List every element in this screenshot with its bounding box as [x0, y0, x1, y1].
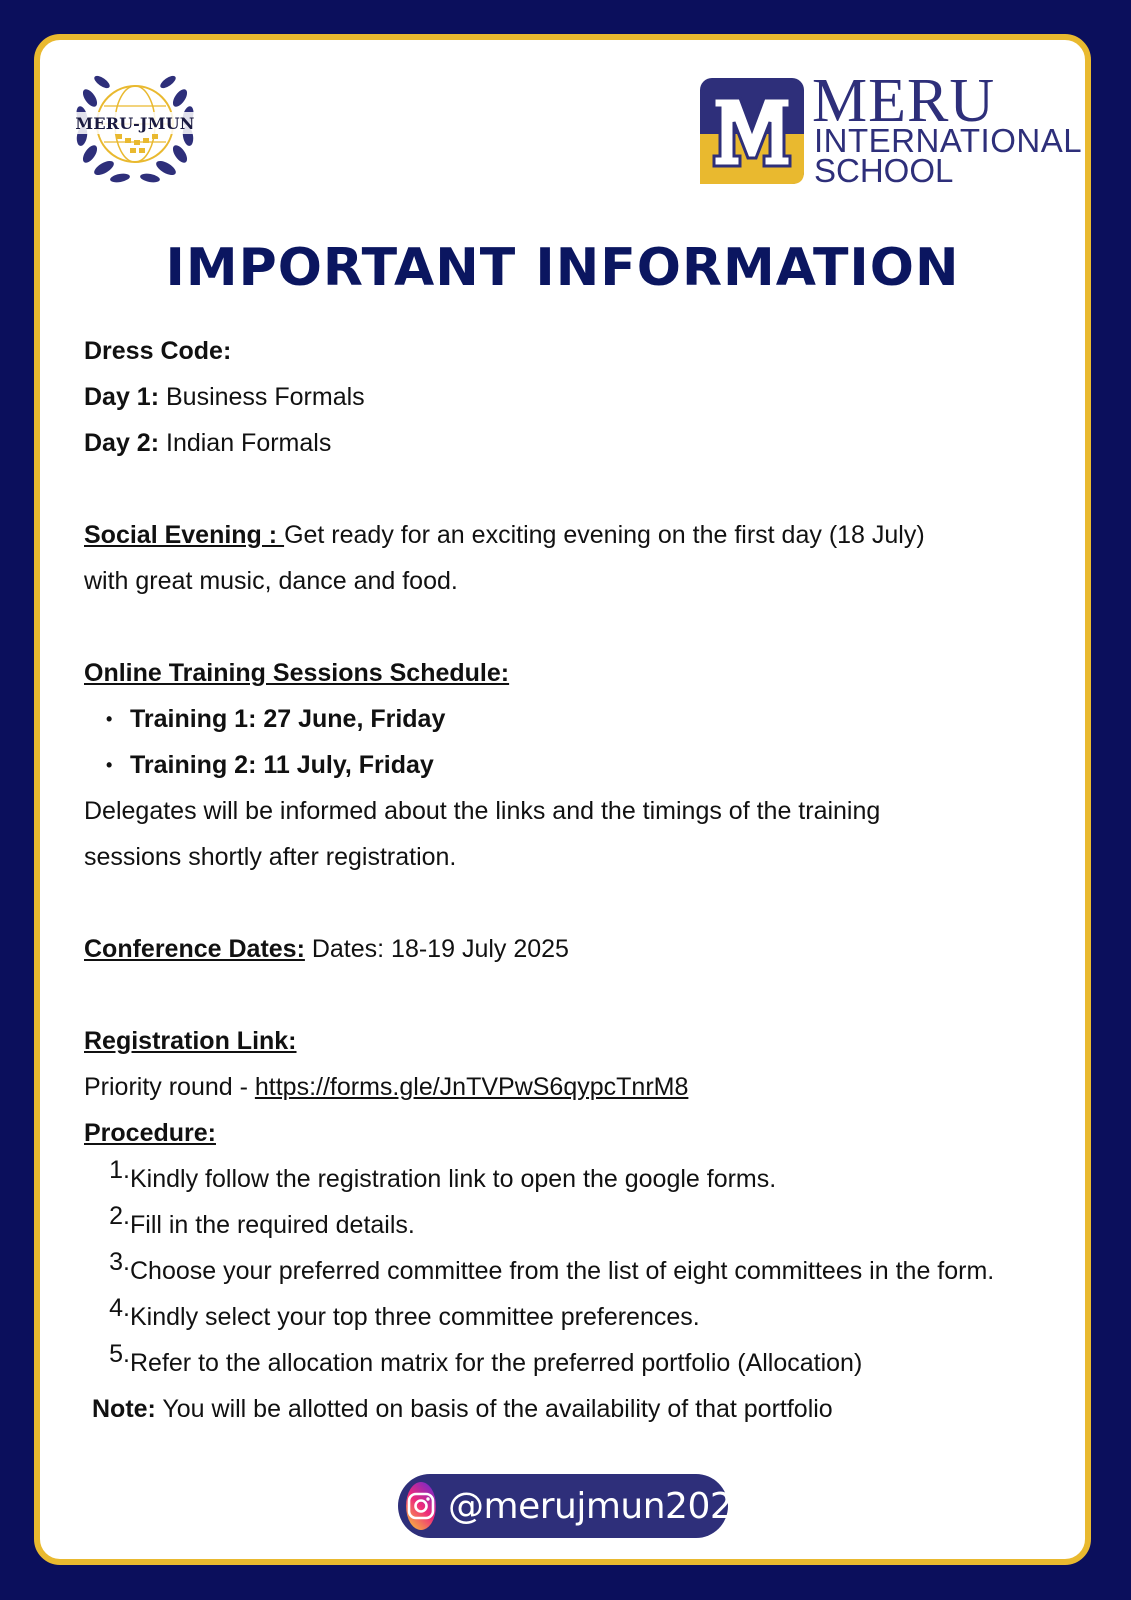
day1-label: Day 1: [84, 383, 160, 411]
instagram-handle-badge[interactable] [398, 1474, 755, 1538]
priority-label: Priority round - [84, 1073, 255, 1101]
social-evening-text1: Get ready for an exciting evening on the first day (18 July) [284, 521, 925, 549]
logo-meru-text: MERU [812, 67, 996, 135]
meru-jmun-emblem [64, 68, 206, 190]
training-item [84, 696, 1044, 742]
m-shield-icon [700, 78, 804, 184]
step-text: Kindly follow the registration link to open the google forms. [130, 1165, 777, 1193]
logo-international-text: INTERNATIONAL [814, 122, 1083, 159]
day1-value: Business Formals [159, 383, 365, 411]
meru-international-school-logo [700, 67, 1083, 189]
note-text: You will be allotted on basis of the availability of that portfolio [155, 1395, 833, 1423]
step-number: 5. [109, 1340, 130, 1368]
info-content [84, 328, 1044, 1432]
training-item-text: Training 1: 27 June, Friday [130, 705, 446, 733]
conference-heading: Conference Dates: [84, 935, 305, 963]
training-item-text: Training 2: 11 July, Friday [130, 751, 434, 779]
step-text: Fill in the required details. [130, 1211, 415, 1239]
procedure-step [84, 1248, 1044, 1294]
training-item [84, 742, 1044, 788]
step-text: Kindly select your top three committee preferences. [130, 1303, 700, 1331]
conference-dates [84, 926, 1044, 972]
page-title: IMPORTANT INFORMATION [165, 238, 960, 298]
training-heading: Online Training Sessions Schedule: [84, 659, 510, 687]
step-text: Choose your preferred committee from the list of eight committees in the form. [130, 1257, 995, 1285]
instagram-handle-text: @merujmun2025 [448, 1485, 755, 1527]
info-card [34, 34, 1091, 1565]
conference-value: Dates: 18-19 July 2025 [304, 935, 569, 963]
day2-label: Day 2: [84, 429, 160, 457]
allocation-note [84, 1386, 1044, 1432]
registration-heading: Registration Link: [84, 1027, 297, 1055]
training-note-line1: Delegates will be informed about the links and the timings of the training [84, 797, 881, 825]
procedure-heading: Procedure: [84, 1119, 216, 1147]
step-number: 4. [109, 1294, 130, 1322]
step-number: 2. [109, 1202, 130, 1230]
note-label: Note: [92, 1395, 156, 1423]
logo-school-text: SCHOOL [814, 152, 954, 189]
procedure-step [84, 1202, 1044, 1248]
day2-value: Indian Formals [159, 429, 332, 457]
dress-code-heading: Dress Code: [84, 337, 232, 365]
bullet-icon: • [106, 709, 113, 729]
dress-day1 [84, 374, 1044, 420]
emblem-label: MERU-JMUN [75, 114, 195, 133]
step-number: 3. [109, 1248, 130, 1276]
instagram-icon [406, 1482, 436, 1530]
bullet-icon: • [106, 755, 113, 775]
social-evening [84, 512, 1044, 558]
social-evening-heading: Social Evening : [84, 521, 285, 549]
procedure-step [84, 1340, 1044, 1386]
training-note-line2: sessions shortly after registration. [84, 843, 457, 871]
dress-day2 [84, 420, 1044, 466]
priority-round [84, 1064, 1044, 1110]
social-evening-text2: with great music, dance and food. [84, 567, 458, 595]
registration-link[interactable]: https://forms.gle/JnTVPwS6qypcTnrM8 [254, 1073, 689, 1101]
procedure-step [84, 1156, 1044, 1202]
step-number: 1. [109, 1156, 130, 1184]
step-text: Refer to the allocation matrix for the preferred portfolio (Allocation) [130, 1349, 863, 1377]
procedure-step [84, 1294, 1044, 1340]
